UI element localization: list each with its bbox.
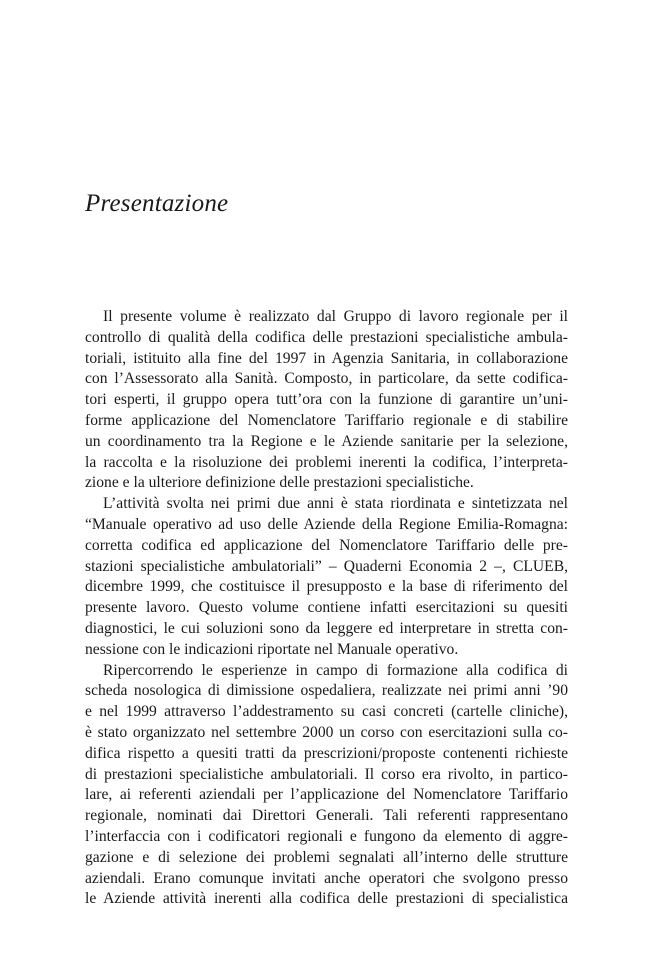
text-line: gazione e di selezione dei problemi segnalati all’interno delle strutture bbox=[85, 848, 568, 866]
text-line: di prestazioni specialistiche ambulatoriali. Il corso era rivolto, in partico- bbox=[85, 765, 568, 783]
text-line: è stato organizzato nel settembre 2000 un corso con esercitazioni sulla co- bbox=[85, 723, 568, 741]
page-title: Presentazione bbox=[85, 190, 229, 217]
text-line: forme applicazione del Nomenclatore Tariffario regionale e di stabilire bbox=[85, 411, 568, 429]
text-line: con l’Assessorato alla Sanità. Composto, in particolare, da sette codifica- bbox=[85, 370, 568, 388]
text-line: l’interfaccia con i codificatori regionali e fungono da elemento di aggre- bbox=[85, 827, 568, 845]
text-line: Ripercorrendo le esperienze in campo di formazione alla codifica di bbox=[103, 661, 568, 679]
text-line: le Aziende attività inerenti alla codifica delle prestazioni di specialistica bbox=[85, 890, 568, 908]
text-line: diagnostici, le cui soluzioni sono da leggere ed interpretare in stretta con- bbox=[85, 619, 568, 637]
text-line: la raccolta e la risoluzione dei problemi inerenti la codifica, l’interpreta- bbox=[85, 453, 568, 471]
body-text bbox=[85, 307, 568, 910]
text-line: dicembre 1999, che costituisce il presupposto e la base di riferimento del bbox=[85, 578, 568, 596]
text-line: controllo di qualità della codifica delle prestazioni specialistiche ambula- bbox=[85, 328, 568, 346]
paragraph bbox=[85, 494, 568, 660]
text-line: tori esperti, il gruppo opera tutt’ora con la funzione di garantire un’uni- bbox=[85, 391, 568, 409]
text-line: un coordinamento tra la Regione e le Aziende sanitarie per la selezione, bbox=[85, 432, 568, 450]
text-line: corretta codifica ed applicazione del Nomenclatore Tariffario delle pre- bbox=[85, 536, 568, 554]
text-line: stazioni specialistiche ambulatoriali” – Quaderni Economia 2 –, CLUEB, bbox=[85, 557, 568, 575]
text-line: Il presente volume è realizzato dal Gruppo di lavoro regionale per il bbox=[103, 308, 568, 325]
text-line: aziendali. Erano comunque invitati anche operatori che svolgono presso bbox=[85, 869, 568, 887]
text-line: e nel 1999 attraverso l’addestramento su casi concreti (cartelle cliniche), bbox=[85, 703, 568, 721]
text-line: scheda nosologica di dimissione ospedaliera, realizzate nei primi anni ’90 bbox=[85, 682, 568, 700]
text-line: difica rispetto a quesiti tratti da prescrizioni/proposte contenenti richieste bbox=[85, 744, 568, 762]
paragraph bbox=[85, 307, 568, 494]
text-line: regionale, nominati dai Direttori Generali. Tali referenti rappresentano bbox=[85, 807, 568, 825]
text-line: presente lavoro. Questo volume contiene infatti esercitazioni su quesiti bbox=[85, 599, 568, 617]
text-line: “Manuale operativo ad uso delle Aziende della Regione Emilia-Romagna: bbox=[85, 515, 568, 533]
paragraph bbox=[85, 661, 568, 911]
text-line: toriali, istituito alla fine del 1997 in Agenzia Sanitaria, in collaborazione bbox=[85, 349, 568, 367]
text-line: lare, ai referenti aziendali per l’applicazione del Nomenclatore Tariffario bbox=[85, 786, 568, 804]
text-line: L’attività svolta nei primi due anni è stata riordinata e sintetizzata nel bbox=[103, 495, 568, 513]
text-line: zione e la ulteriore definizione delle prestazioni specialistiche. bbox=[85, 474, 474, 492]
text-line: nessione con le indicazioni riportate nel Manuale operativo. bbox=[85, 640, 459, 658]
